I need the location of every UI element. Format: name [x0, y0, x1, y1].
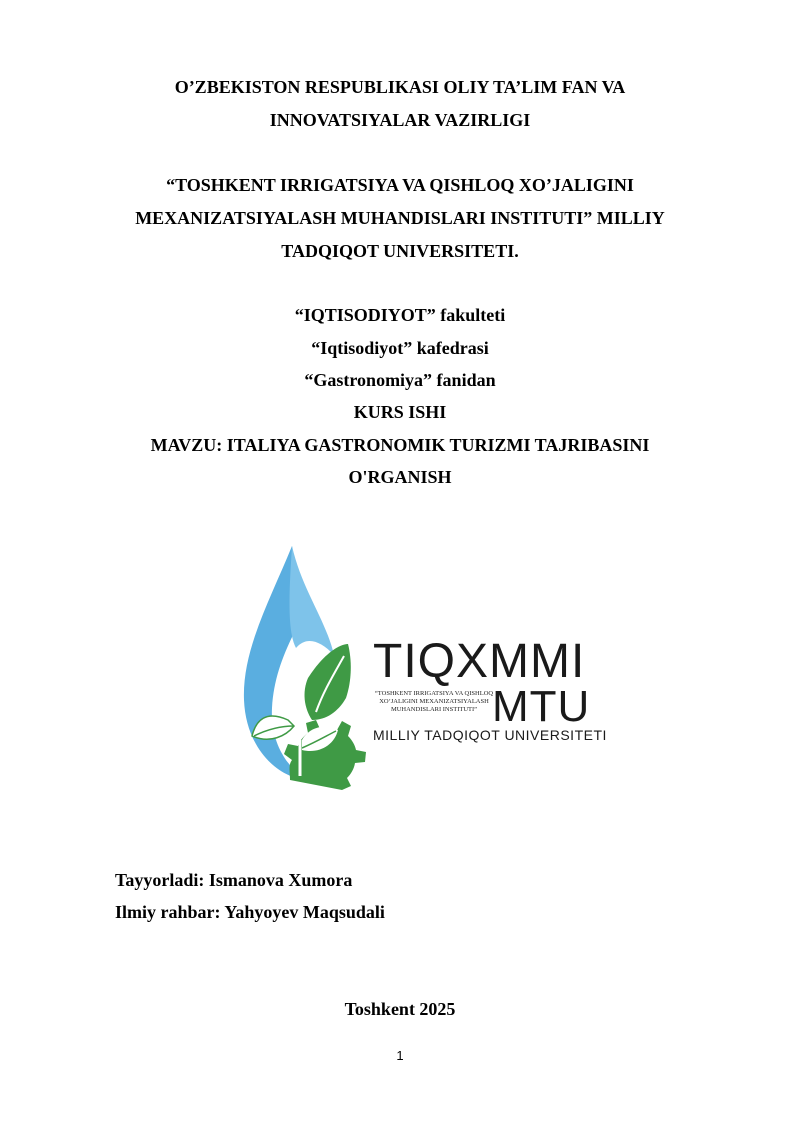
logo-main-text: TIQXMMI: [373, 635, 586, 688]
university-logo: [230, 540, 610, 790]
department-name: “Iqtisodiyot” kafedrasi: [311, 338, 489, 358]
drop-gear-icon: [230, 540, 370, 790]
topic-line-1: MAVZU: ITALIYA GASTRONOMIK TURIZMI TAJRIBASINI: [150, 435, 650, 455]
ministry-line-1: O’ZBEKISTON RESPUBLIKASI OLIY TA’LIM FAN VA: [174, 77, 626, 97]
supervisor: Ilmiy rahbar: Yahyoyev Maqsudali: [115, 902, 385, 922]
prepared-by: Tayyorladi: Ismanova Xumora: [115, 870, 353, 890]
city-year: Toshkent 2025: [344, 999, 456, 1019]
page-number: 1: [396, 1048, 404, 1063]
logo-mtu-text: MTU: [492, 682, 591, 731]
work-type: KURS ISHI: [353, 402, 447, 422]
institute-line-1: “TOSHKENT IRRIGATSIYA VA QISHLOQ XO’JALIGINI: [166, 175, 634, 195]
institute-line-2: MEXANIZATSIYALASH MUHANDISLARI INSTITUTI” MILLIY: [135, 208, 665, 228]
logo-small-text: “TOSHKENT IRRIGATSIYA VA QISHLOQ XO’JALIGINI MEXANIZATSIYALASH MUHANDISLARI INSTITUTI”: [374, 690, 494, 713]
ministry-line-2: INNOVATSIYALAR VAZIRLIGI: [269, 110, 531, 130]
logo-subtitle: MILLIY TADQIQOT UNIVERSITETI: [373, 727, 607, 743]
subject-name: “Gastronomiya” fanidan: [304, 370, 496, 390]
topic-line-2: O'RGANISH: [348, 467, 452, 487]
institute-line-3: TADQIQOT UNIVERSITETI.: [281, 241, 519, 261]
faculty-name: “IQTISODIYOT” fakulteti: [294, 305, 506, 325]
